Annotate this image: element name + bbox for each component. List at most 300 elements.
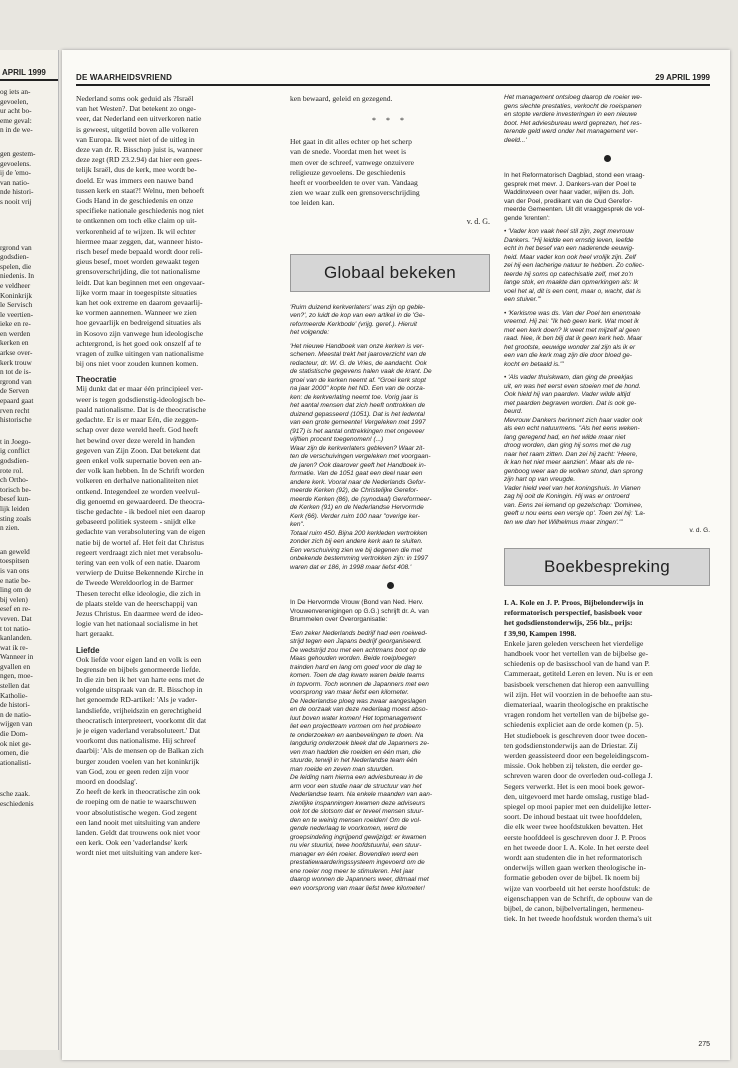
text-line: de Tweede Wereldoorlog in de Barmer (76, 578, 194, 588)
text-line: De Nederlandse ploeg was zwaar aangeslagen (290, 697, 427, 705)
article-paragraph (76, 94, 276, 369)
text-line: Enkele jaren geleden verscheen het vierdelige (504, 638, 644, 648)
text-line: gesprek met mevr. J. Dankers-van der Poel te (504, 180, 637, 188)
text-line: verkorenheid af te wijzen. Ik wil echter (76, 226, 196, 236)
text-line: gvallen en (0, 661, 31, 671)
text-line: risch besef mede bepaald wordt door reli- (76, 247, 203, 257)
text-line: spelen, die (0, 261, 32, 271)
text-line: echt in het besef van een naderende eeuwig- (504, 245, 635, 252)
text-line: deze zegt (RD 23.2.94) dat hier een gees- (76, 155, 202, 165)
text-line: hart geraakt. (76, 629, 114, 639)
text-line: achtergrond, is het goed ook onszelf af te (76, 338, 202, 348)
text-line: Vader hield veel van het koningshuis. In Vianen (504, 484, 641, 492)
prev-block-6 (0, 789, 58, 808)
text-line: ik kan het niet meer aanzien'. Maar als de re- (504, 459, 634, 466)
section-divider: * * * (372, 116, 408, 126)
text-line: telijk Israël, dus de kerk, mee wordt be- (76, 165, 197, 175)
text-line: In het Reformatorisch Dagblad, stond een vraag- (504, 172, 645, 179)
text-line: sting zoals (0, 513, 32, 523)
text-line: zien we waar zulk een grensoverschrijding (290, 188, 420, 198)
text-line: het bewind over deze wereld in handen (76, 435, 195, 445)
text-line: ven man hadden die roeiden en één man, die (290, 748, 421, 756)
text-line: schenen. Meestal trekt het jaaroverzicht van de (290, 351, 427, 359)
text-line: lijk leiden (0, 503, 30, 513)
text-line: en werden (0, 328, 31, 338)
column-1 (76, 94, 276, 1024)
text-line: tische gedachte - ik bedoel niet een daarop (76, 506, 206, 516)
text-line: schap over deze wereld heeft. God heeft (76, 425, 199, 435)
text-line: terende geld werd onder het management ver- (504, 128, 638, 135)
text-line: e veldheer (0, 280, 31, 290)
text-line: toe leiden kan. (290, 198, 335, 208)
text-line: ationalisti- (0, 757, 32, 767)
text-line: heid. Maar vader kon ook heel vrolijk zijn. Zelf (504, 253, 636, 261)
text-line: niedenis. In (0, 271, 35, 281)
text-line: bij velen) (0, 594, 28, 604)
page-number: 275 (698, 1041, 710, 1048)
press-intro (290, 599, 490, 625)
text-line: de statistische gegevens halen vaak de krant. De (290, 368, 432, 376)
text-line: Maas gehouden worden. Beide roeiploegen (290, 655, 416, 663)
text-line: ngen, moe- (0, 671, 33, 681)
quote-item (504, 310, 710, 370)
text-line: voorkomt dus nationalisme. Hij schreef (76, 736, 196, 746)
book-title (504, 598, 710, 639)
prev-block-1 (0, 87, 58, 135)
text-line: in topvorm. Toch wonnen de Japanners met een (290, 680, 429, 688)
text-line: beurd. (504, 408, 523, 415)
text-line: kerken en (0, 338, 29, 348)
text-line: van natio- (0, 177, 30, 187)
text-line: luut boven water komen! Het topmanagement (290, 714, 422, 722)
text-line: arm voor een studie naar de structuur van het (290, 782, 422, 790)
text-line: n zien. (0, 523, 20, 533)
text-line: een van die kerk mag zijn die door bloed ge- (504, 352, 632, 359)
text-line: het grootste, eeuwige wonder zal zijn als ik er (504, 343, 636, 351)
text-line: esef en re- (0, 604, 31, 614)
section-heading-liefde: Liefde (76, 645, 100, 655)
text-line: dig genoemd en gewaardeerd. De theocra- (76, 496, 205, 506)
text-line: het aantal mensen dat zich heeft onttrokken de (290, 402, 426, 410)
text-line: ur acht bo- (0, 106, 32, 116)
text-line: groei van de kerken neemt af. "Groei kerk stopt (290, 376, 426, 384)
text-line: bij ons niet voor zouden kunnen komen. (76, 359, 199, 369)
text-line: uit, en was het eerst even stoeien met de hond. (504, 382, 641, 390)
text-line: n de natio- (0, 709, 32, 719)
text-line: logie van het nationaal socialisme in het (76, 619, 198, 629)
text-line: Vrouwenverenigingen op G.G.) schrijft dr. A. van (290, 607, 429, 615)
text-line: ook tot de slotsom dat er teveel mensen stuur- (290, 808, 424, 816)
text-line: (917) is het aantal onttrekkingen met ongeveer (290, 427, 425, 435)
text-line: paald nationalisme. Dat is de theocratische (76, 404, 206, 414)
text-line: gedachte. Er is er maar Eén, die zeggen- (76, 415, 199, 425)
text-line: rgrond van (0, 376, 32, 386)
text-line: e natie be- (0, 575, 31, 585)
text-line: torisch be- (0, 484, 32, 494)
text-line: de histori- (0, 700, 30, 710)
text-line: ieke en re- (0, 319, 31, 329)
issue-date: 29 APRIL 1999 (655, 73, 710, 82)
text-line: ontkend. Integendeel ze worden veelvul- (76, 486, 200, 496)
text-line: Nederland soms ook geduid als ?Israël (76, 94, 194, 103)
text-line: geeft u nou eens een versje op'. Toen zei hij: 'La- (504, 510, 646, 517)
text-line: ling om de (0, 585, 32, 595)
text-line: zonder zich bij een andere kerk aan te sluiten. (290, 538, 423, 546)
text-line: en het tweede door I. A. Kole. In het eerste deel (504, 842, 649, 852)
text-line: n tot de is- (0, 367, 32, 377)
text-line: Koninkrijk (0, 290, 33, 300)
text-line: Nederlandse team. Na enkele maanden van aan- (290, 791, 433, 799)
text-line: met paarden begraven worden. Dat is ook ge- (504, 399, 637, 407)
text-line: basisboek verschenen dat hierop een aanvulling (504, 679, 649, 689)
text-line: is van ons (0, 565, 30, 575)
text-line: Kerk (66). Verder ruim 100 naar "overige ker- (290, 512, 420, 520)
text-line: redacteur, dr. W. G. de Vries, de aandacht. Ook (290, 359, 427, 367)
book-review-text (504, 639, 710, 925)
text-line: rote rol. (0, 465, 24, 475)
prev-page-header: APRIL 1999 (0, 50, 58, 81)
text-line: kanlanden. (0, 633, 32, 643)
text-line: ij de 'emo- (0, 168, 31, 178)
text-line: diemateriaal, waarin theologische en praktische (504, 700, 649, 710)
text-line: vreemd. Hij zei: "Ik heb geen kerk. Wat moet ik (504, 318, 639, 325)
text-line: en de oorzaak van deze nederlaag moest abso- (290, 706, 428, 714)
text-line: gedachte van verabsolutering van de eigen (76, 527, 206, 537)
text-line: Mevrouw Dankers herinnert zich haar vader ook (504, 416, 643, 424)
text-line: groepsindeling ingrijpend gewijzigd: er kwamen (290, 833, 427, 841)
text-line: 'Een zeker Nederlands bedrijf had een roeiwed- (290, 629, 428, 637)
text-line: men over de schreef, vanwege onzuivere (290, 157, 414, 167)
text-line: lang geregend had, en het wilde maar niet (504, 433, 626, 441)
section-banner-globaal-bekeken: Globaal bekeken (290, 254, 490, 292)
text-line: een stuiver."' (504, 296, 541, 303)
text-line: te onderzoeken en aanbevelingen te doen. Na (290, 731, 424, 739)
text-line: Cammeraat, getiteld Leren en leven. Nu is er een (504, 669, 653, 679)
prev-block-3 (0, 243, 58, 425)
text-line: gebaseerd politiek systeem - snijdt elke (76, 517, 196, 527)
text-line: eigenschappen van de Schrift, de opbouw van de (504, 893, 653, 903)
text-line: komen. Toen de dag kwam waren beide teams (290, 672, 425, 680)
text-line: Jezus Christus. En daarmee werd de ideo- (76, 608, 204, 618)
text-line: wijze van voorbeeld uit het eerste hoofdstuk: de (504, 883, 650, 893)
text-line: arkse over- (0, 348, 33, 358)
text-line: f 39,90, Kampen 1998. (504, 628, 577, 638)
press-quote (504, 94, 710, 145)
text-line: ven?', zo luidt de kop van een artikel in de 'Ge- (290, 312, 425, 320)
text-line: meerde Gemeenten. Uit dit vraaggesprek de vol- (504, 206, 645, 213)
text-line: • 'Vader kon vaak heel stil zijn, zegt mevrouw (504, 228, 634, 235)
text-line: manager en één roeier. Bovendien werd een (290, 850, 419, 858)
text-line: schiedenis op de basisschool van de hand van P. (504, 659, 650, 669)
text-line: volgende uitspraak van dr. R. Bisschop in (76, 685, 203, 695)
text-line: Ook hield hij van paarden. Vader wilde altijd (504, 391, 631, 398)
text-line: toespitsen (0, 556, 30, 566)
text-line: wordt aan studenten die in het reformatorisch (504, 853, 642, 863)
bullet-divider (387, 582, 394, 589)
text-line: werden geassisteerd door een begeleidingscom- (504, 751, 650, 761)
text-line: gen gestem- (0, 148, 36, 158)
text-line: kocht en betaald is."' (504, 360, 564, 368)
text-line: zag hij ooit de Koningin. Hij was er ontroerd (504, 493, 630, 500)
text-line: Ook liefde voor eigen land en volk is een (76, 654, 202, 664)
text-line: van een grote gemeente! Vergeleken met 1997 (290, 419, 426, 427)
text-line: boot. Het adviesbureau werd geprezen, het res- (504, 119, 642, 127)
text-line: reformatorisch perspectief, basisboek voor (504, 608, 643, 618)
text-line: meerde Kerken (86), de (synodaal) Gereformeer- (290, 495, 432, 503)
text-line: zienlijke inspanningen kwamen deze adviseurs (290, 799, 426, 807)
text-line: daarop wonnen de Japanners weer, ditmaal met (290, 876, 429, 884)
text-line: teerde hij soms op catechisatie zelf, met zo'n (504, 270, 634, 278)
author-signature: v. d. G. (689, 527, 710, 534)
text-line: soort. De inhoud bestaat uit twee hoofddelen, (504, 812, 642, 822)
text-line: volkeren en derhalve nationaliteiten niet (76, 476, 199, 486)
text-line: nu vier stuurlui, twee hoofdstuurlui, een stuur- (290, 842, 422, 850)
text-line: gende nederlaag te voorkomen, werd de (290, 825, 407, 833)
text-line: bijbel, de canon, bijbelvertalingen, hermeneu- (504, 904, 644, 914)
text-line: reformeerde Kerkbode' (vrijg. geref.). Hieruit (290, 320, 417, 328)
article-paragraph (76, 384, 276, 639)
text-line: ch Ortho- (0, 475, 29, 485)
text-line: van God, zou er geen reden zijn voor (76, 766, 189, 776)
text-line: spiegel op mooi papier met een duidelijke letter- (504, 802, 652, 812)
text-line: gegeven van Zijn Zoon. Dat betekent dat (76, 445, 201, 455)
text-line: begrensde en bijbels genormeerde liefde. (76, 664, 201, 674)
text-line: ken". (290, 521, 305, 529)
text-line: ten de verschuivingen vergeleken met voorgaan- (290, 453, 431, 461)
text-line: geen enkel volk supernatie boven een an- (76, 455, 202, 465)
text-line: t tot natio- (0, 623, 31, 633)
text-line: eme geval: (0, 115, 32, 125)
text-line: ten we dan het Wilhelmus maar zingen'."' (504, 518, 623, 526)
column-2 (290, 94, 490, 1024)
text-line: tussen kerk en staat?! Welnu, men behoeft (76, 185, 205, 195)
text-line: met een kerk doen? Ik weet met mijzelf al geen (504, 326, 640, 334)
text-line: het volgende: (290, 329, 330, 337)
text-line: eerste hoofddeel is geschreven door J. P. Proos (504, 832, 646, 842)
text-line: stuurde, terwijl in het Nederlandse team één (290, 757, 418, 765)
text-line: andere kerk. Vooral naar de Nederlands Gefor- (290, 478, 426, 486)
text-line: theocratisch interpreteert, voorkomt dit dat (76, 715, 207, 725)
text-line: gevoelen, (0, 96, 29, 106)
press-intro (290, 304, 490, 338)
text-line: kerk trouw (0, 357, 32, 367)
text-line: specifieke nationale geschiedenis nog niet (76, 206, 204, 216)
text-line: die Dom- (0, 729, 28, 739)
text-line: landsliefde, vrijheidszin en gerechtigheid (76, 705, 202, 715)
text-line: deeld...' (504, 136, 527, 144)
text-line: in Kosovo zijn vanwege hun ideologische (76, 328, 204, 338)
text-line: den, uitgevoerd met harde omslag, rustige blad- (504, 791, 650, 801)
text-line: Wanneer in (0, 652, 34, 662)
text-line: meerde Kerken (92), de Christelijke Gerefor- (290, 487, 419, 495)
text-line: Mij dunkt dat er maar één principieel ver- (76, 384, 203, 394)
text-line: de roeping om de natie te waarschuwen (76, 797, 197, 807)
text-line: ken: de kerkverlating neemt toe. Vorig jaar is (290, 393, 419, 401)
text-line: hiermee maar zeggen, dat, wanneer histo- (76, 236, 203, 246)
text-line: als een echt natuurmens. "Als het eens weken- (504, 425, 640, 432)
text-line: ke vormen aannemen. Wanneer we zien (76, 308, 197, 318)
text-line: een voorsprong van maar liefst twee kilometer! (290, 884, 425, 892)
text-line: I. A. Kole en J. P. Proos, Bijbelonderwijs in (504, 598, 644, 607)
text-line: eschiedenis (0, 799, 34, 808)
text-line: ene roeier nog meer te stimuleren. Het jaar (290, 867, 414, 875)
text-line: van de snede. Voordat men het weet is (290, 147, 407, 157)
text-line: van. Eens zei iemand op gezelschap: 'Dominee, (504, 501, 643, 509)
text-line: onbekende bestemming vertrokken zijn: in 1997 (290, 555, 429, 563)
text-line: genboog weer aan de wolken stond, dan sprong (504, 467, 643, 475)
text-line: veer, dat Nederland een uitverkoren natie (76, 114, 202, 124)
text-line: lijke vorm maar in toegespitste situaties (76, 287, 197, 297)
text-line: raad. Nee, ik ben blij dat ik geen kerk heb. Maar (504, 335, 643, 342)
text-line: van Europa. Ik weet niet of de uitleg in (76, 134, 195, 144)
text-line: duizend gepasseerd (1051). Dat is het ledental (290, 410, 425, 418)
text-line: vijftien procent toegenomen! (...) (290, 436, 384, 444)
article-paragraph (290, 94, 490, 104)
text-line: nde histori- (0, 187, 34, 197)
prev-block-2 (0, 149, 58, 207)
text-line: moord en doodslag'. (76, 777, 138, 786)
text-line: tiek. In het tweede hoofdstuk worden thema's uit (504, 914, 652, 924)
text-line: een land nooit met uitsluiting van andere (76, 817, 200, 827)
text-line: de jaren? Ook daarover geeft het Handboek in- (290, 461, 426, 469)
text-line: droog worden, dan ging hij soms met de rug (504, 442, 631, 449)
text-line: veven. Dat (0, 613, 32, 623)
text-line: religieuze gevoelens. De geschiedenis (290, 167, 406, 177)
text-line: gevoelens. (0, 158, 32, 168)
text-line: 'Ruim duizend kerkverlaters' was zijn op geble- (290, 303, 426, 311)
quote-item (504, 228, 710, 305)
text-line: t in Joego- (0, 436, 31, 446)
text-line: van het Westen?. Dat betekent zo onge- (76, 104, 197, 114)
text-line: Het management ontsloeg daarop de roeier we- (504, 94, 643, 101)
text-line: • 'Kerkisme was ds. Van der Poel ten enenmale (504, 309, 641, 317)
text-line: vragen of zulke uitingen van nationalisme (76, 349, 204, 359)
text-line: en stopte verdere investeringen in een nieuwe (504, 111, 637, 118)
text-line: regeert verdraagt zich niet met verabsolu- (76, 547, 203, 557)
text-line: hoe gevaarlijk en bedreigend situaties als (76, 318, 202, 328)
text-line: langdurig onderzoek bleek dat de Japanners ze- (290, 740, 430, 748)
text-line: het genoemde RD-artikel: 'Als je vader- (76, 695, 198, 705)
text-line: Katholie- (0, 690, 28, 700)
text-line: rven recht (0, 405, 30, 415)
text-line: epaard gaat (0, 396, 34, 406)
prev-block-4 (0, 437, 58, 533)
text-line: ten godsdienstonderwijs aan de Driestar. Zij (504, 740, 638, 750)
text-line: og iets an- (0, 87, 31, 96)
text-line: De wedstrijd zou met een achtmans boot op de (290, 646, 426, 654)
press-quote (290, 630, 490, 894)
press-intro (504, 172, 710, 223)
article-paragraph (76, 655, 276, 859)
text-line: gens slechte prestaties, verkocht de roeispanen (504, 102, 642, 110)
text-line: Waar zijn de kerkverlaters gebleven? Waar zit- (290, 444, 425, 452)
text-line: handboek voor het vertellen van de bijbelse ge- (504, 649, 649, 659)
text-line: godsdien- (0, 456, 29, 465)
article-paragraph (290, 137, 490, 208)
text-line: te ontkennen om toch elke claim op uit- (76, 216, 197, 226)
text-line: der volk kan hebben. In de Schrift worden (76, 466, 205, 476)
text-line: daarbij: 'Als de mensen op de Balkan zich (76, 746, 204, 756)
section-banner-boekbespreking: Boekbespreking (504, 548, 710, 586)
text-line: Brummelen over Overorganisatie: (290, 616, 388, 624)
text-line: die elk weer twee hoofdstukken bevatten. Het (504, 822, 643, 832)
text-line: onderwijs willen gaan werken theologische in- (504, 863, 646, 873)
column-3 (504, 94, 710, 1024)
text-line: missie. Ook hebben zij teksten, die eerder ge- (504, 761, 643, 771)
text-line: Waddinxveen over haar vader, wijlen ds. Joh. (504, 189, 635, 196)
text-line: sche zaak. (0, 789, 30, 799)
text-line: gieus besef, moet worden gewaakt tegen (76, 257, 200, 267)
text-line: In die zin ben ik het van harte eens met de (76, 674, 205, 684)
text-line: le Servisch (0, 300, 33, 310)
text-line: man roeide en zeven man stuurden. (290, 765, 395, 773)
text-line: van der Poel, predikant van de Oud Gerefor- (504, 197, 633, 205)
text-line: voel het al, dit is een cent, maar o, wacht, dat is (504, 287, 641, 295)
text-line: heeft er voorbeelden te over van. Vandaag (290, 178, 418, 188)
text-line: wijgen van (0, 719, 33, 729)
text-line: Het gaat in dit alles echter op het scherp (290, 137, 412, 147)
text-line: naar het raam zitten. Dan zei hij zacht: 'Heere, (504, 450, 638, 458)
text-line: n in de we- (0, 125, 33, 135)
text-line: De leiding nam hierna een adviesbureau in de (290, 774, 423, 782)
text-line: godsdien- (0, 252, 29, 262)
prev-page-text (0, 81, 58, 809)
text-line: • 'Als vader thuiskwam, dan ging de preekjas (504, 374, 633, 381)
text-line: waren dat er 186, in 1998 maar liefst 408.' (290, 563, 412, 571)
text-line: Gods Hand in de geschiedenis en onze (76, 196, 194, 206)
text-line: strijd tegen een Japans bedrijf georganiseerd. (290, 638, 422, 646)
text-line: liet een projectteam vormen om het probleem (290, 723, 421, 731)
text-line: le veertien- (0, 309, 34, 319)
prev-block-5 (0, 547, 58, 768)
text-line: voorsprong van maar liefst een kilometer. (290, 689, 409, 697)
text-line: zei hij een lacherige natuur te hebben. Zo collec- (504, 262, 645, 269)
text-line: besef kun- (0, 494, 31, 504)
text-line: ken bewaard, geleid en gezegend. (290, 94, 393, 103)
text-line: deze van dr. R. Bisschop juist is, wanneer (76, 145, 203, 155)
text-line: lange stok, en maakte dan opmerkingen als: Ik (504, 279, 639, 286)
text-line: den en te weinig mensen roeiden! Om de vol- (290, 816, 422, 824)
text-line: rgrond van (0, 242, 32, 252)
text-line: Thesen terecht elke ideologie, die zich in (76, 588, 201, 598)
text-line: In De Hervormde Vrouw (Bond van Ned. Herv. (290, 599, 424, 607)
text-line: formatie geboden over de bijbel. Ik noem bij (504, 873, 640, 883)
publication-name: DE WAARHEIDSVRIEND (76, 73, 173, 82)
text-line: Segers verwerkt. Het is een mooi boek gewor- (504, 781, 645, 791)
text-line: landen. Geldt dat trouwens ook niet voor (76, 828, 201, 838)
text-line: Dankers. "Hij leidde een ernstig leven, leefde (504, 236, 634, 244)
text-line: ok niet ge- (0, 738, 32, 748)
text-line: ig conflict (0, 446, 30, 456)
text-line: an geweld (0, 546, 30, 556)
text-line: omen, die (0, 748, 29, 758)
text-line: de Kerken (91) en de Nederlandse Hervormde (290, 504, 424, 512)
text-line: burger zouden voelen van het koninkrijk (76, 756, 200, 766)
text-line: kan het ook extreme en daarom gevaarlij- (76, 298, 203, 308)
text-line: Een verschuiving zien we bij degenen die met (290, 546, 422, 554)
text-line: weer is tegen godsdienstig-ideologisch be- (76, 394, 206, 404)
text-line: de plaats stelde van de heerschappij van (76, 598, 198, 608)
text-line: wordt niet met uitsluiting van andere ker- (76, 848, 202, 858)
section-heading-theocratie: Theocratie (76, 375, 117, 385)
author-signature: v. d. G. (466, 216, 490, 226)
text-line: formatie. Van de 1051 gaat een deel naar een (290, 470, 423, 478)
text-line: grensoverschrijding, die tot nationalisme (76, 267, 201, 277)
text-line: voor absolutistische wegen. God zegent (76, 807, 197, 817)
text-line: is geweest, uitgetild boven alle volkeren (76, 124, 199, 134)
text-line: schreven waren door de overleden oud-collega J. (504, 771, 653, 781)
text-line: leidt. Dat kan beginnen met een ongevaar- (76, 277, 205, 287)
